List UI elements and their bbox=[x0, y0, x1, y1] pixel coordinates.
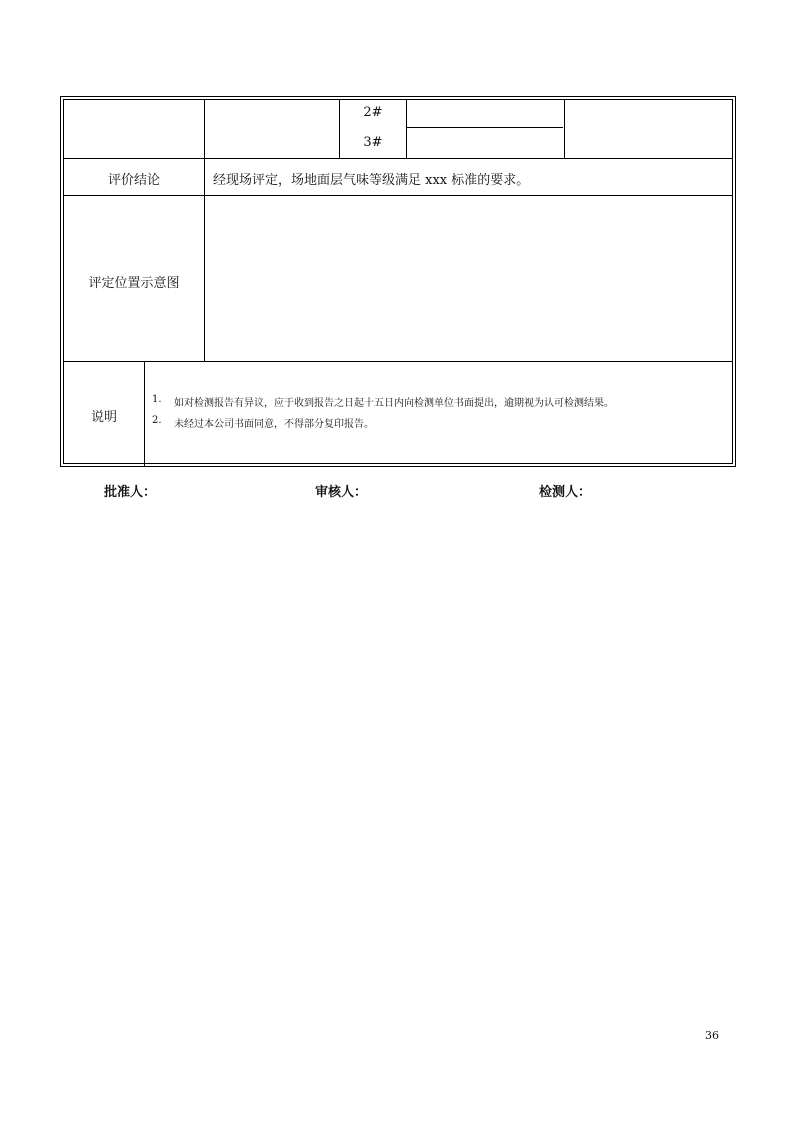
report-table-inner bbox=[63, 99, 733, 464]
row-divider-conclusion bbox=[64, 195, 732, 196]
tester-label: 检测人： bbox=[539, 485, 592, 500]
col-divider-3 bbox=[406, 100, 407, 159]
notes-label: 说明 bbox=[90, 410, 117, 425]
reviewer-label: 审核人： bbox=[315, 485, 368, 500]
note-1-number: 1. bbox=[152, 394, 162, 405]
row-divider-2-3 bbox=[406, 127, 563, 128]
note-2-text: 未经过本公司书面同意，不得部分复印报告。 bbox=[174, 419, 374, 430]
conclusion-text: 经现场评定，场地面层气味等级满足 xxx 标准的要求。 bbox=[213, 173, 530, 188]
conclusion-label: 评价结论 bbox=[107, 173, 160, 188]
report-table bbox=[60, 96, 736, 467]
page-number: 36 bbox=[705, 1029, 719, 1042]
note-2-number: 2. bbox=[152, 415, 162, 426]
approver-label: 批准人： bbox=[104, 485, 157, 500]
col-divider-1 bbox=[204, 100, 205, 362]
note-1-text: 如对检测报告有异议，应于收到报告之日起十五日内向检测单位书面提出，逾期视为认可检测结果。 bbox=[174, 398, 614, 409]
col-divider-4 bbox=[564, 100, 565, 159]
row-divider-diagram bbox=[64, 361, 732, 362]
col-divider-notes bbox=[144, 361, 145, 467]
row-label-3: 3# bbox=[363, 135, 383, 150]
row-divider-top bbox=[64, 158, 732, 159]
diagram-label: 评定位置示意图 bbox=[88, 276, 180, 291]
row-label-2: 2# bbox=[363, 105, 383, 120]
